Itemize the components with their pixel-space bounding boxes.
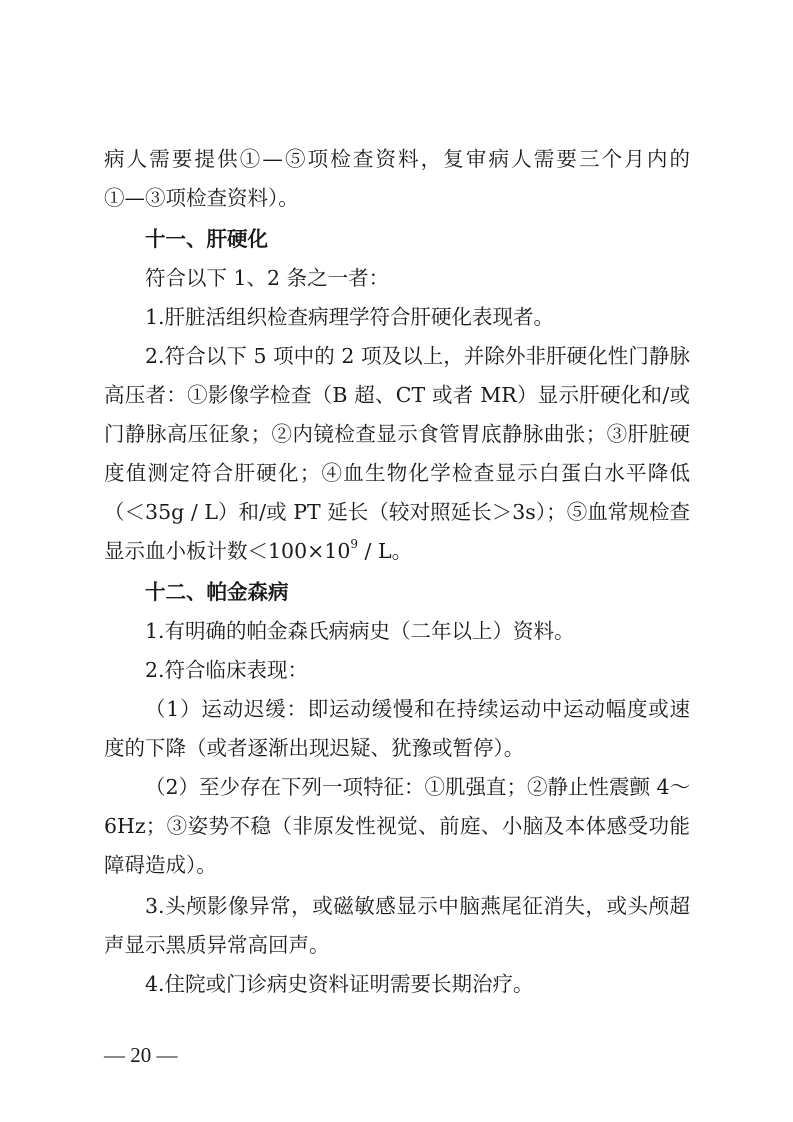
list-item-line: （＜35g / L）和/或 PT 延长（较对照延长＞3s）；⑤血常规检查 [104, 500, 690, 524]
paragraph-line: ①—③项检查资料）。 [104, 186, 299, 210]
list-item-line [104, 536, 690, 566]
paragraph-line: 病人需要提供①—⑤项检查资料，复审病人需要三个月内的 [104, 147, 690, 171]
list-item: 2.符合临床表现： [145, 658, 309, 682]
list-item-line: 度值测定符合肝硬化；④血生物化学检查显示白蛋白水平降低 [104, 461, 690, 485]
paragraph-line: 符合以下 1、2 条之一者： [145, 266, 390, 290]
sub-item-line: 度的下降（或者逐渐出现迟疑、犹豫或暂停）。 [104, 736, 525, 760]
list-item-line: 高压者：①影像学检查（B 超、CT 或者 MR）显示肝硬化和/或 [104, 383, 690, 407]
sub-item-line: （2）至少存在下列一项特征：①肌强直；②静止性震颤 4～ [145, 775, 691, 799]
list-item-line: 3.头颅影像异常，或磁敏感显示中脑燕尾征消失，或头颅超 [145, 894, 690, 918]
list-item: 1.肝脏活组织检查病理学符合肝硬化表现者。 [145, 305, 555, 329]
sub-item-line: （1）运动迟缓：即运动缓慢和在持续运动中运动幅度或速 [145, 697, 690, 721]
section-heading-cirrhosis: 十一、肝硬化 [145, 227, 268, 251]
list-item-line: 2.符合以下 5 项中的 2 项及以上，并除外非肝硬化性门静脉 [145, 344, 690, 368]
superscript-exponent: 9 [350, 537, 359, 552]
list-item-line: 声显示黑质异常高回声。 [104, 933, 330, 957]
page-number: — 20 — [104, 1043, 178, 1067]
text-run: / L。 [358, 539, 413, 563]
list-item-line: 门静脉高压征象；②内镜检查显示食管胃底静脉曲张；③肝脏硬 [104, 422, 690, 446]
section-heading-parkinson: 十二、帕金森病 [145, 580, 289, 604]
list-item: 4.住院或门诊病史资料证明需要长期治疗。 [145, 972, 534, 996]
list-item: 1.有明确的帕金森氏病病史（二年以上）资料。 [145, 619, 575, 643]
sub-item-line: 6Hz；③姿势不稳（非原发性视觉、前庭、小脑及本体感受功能 [104, 814, 690, 838]
sub-item-line: 障碍造成）。 [104, 853, 217, 877]
text-run: 显示血小板计数＜100×10 [104, 539, 351, 563]
